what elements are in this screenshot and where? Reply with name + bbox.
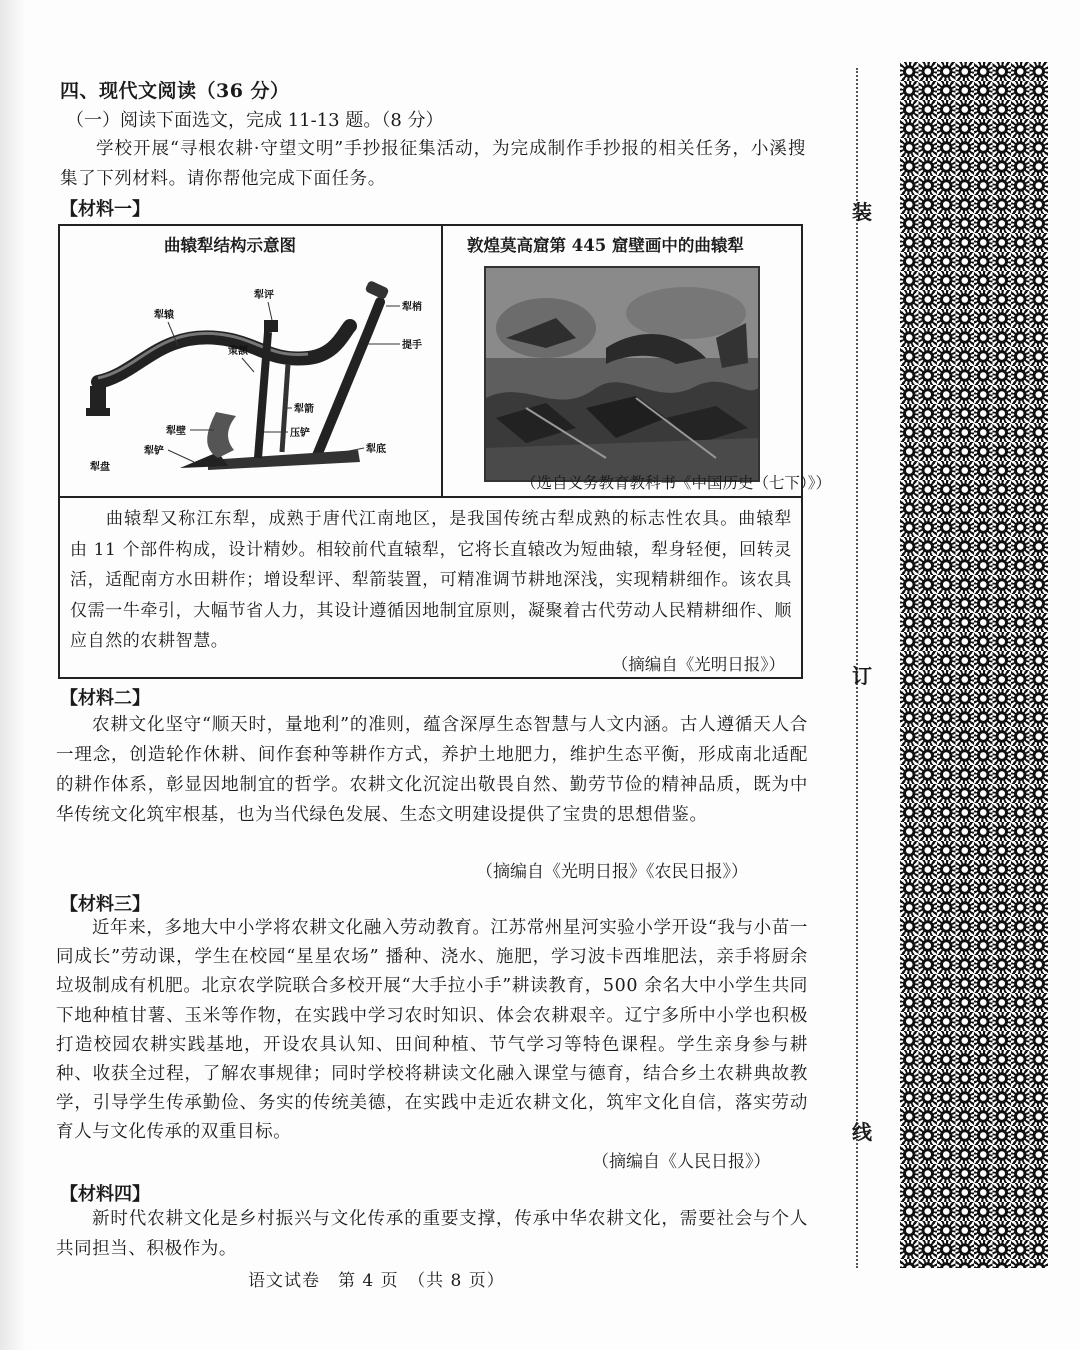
mural-caption: （选自义务教育教科书《中国历史（七下）》） (521, 474, 832, 492)
label-li-pan: 犁盘 (90, 462, 110, 473)
mural-title: 敦煌莫高窟第 445 窟壁画中的曲辕犁 (467, 236, 744, 255)
material1-figure-box (58, 224, 832, 679)
binding-char-zhuang: 装 (852, 200, 872, 224)
mural-panel (443, 226, 832, 496)
material3-text: 近年来，多地大中小学将农耕文化融入劳动教育。江苏常州星河实验小学开设“我与小苗一同成长”劳动课，学生在校园“星星农场” 播种、浇水、施肥，学习波卡西堆肥法，亲手将厨余垃圾制成有机肥。北京农学院联合多校开展“大手拉小手”耕读教育，500 余名大中小学生共同下地种植甘薯、玉米等作物，在实践中学习农时知识、体会农耕艰辛。辽宁多所中小学也积极打造校园农耕实践基地，开设农具认知、田间种植、节气学习等特色课程。学生亲身参与耕种、收获全过程，了解农事规律；同时学校将耕读文化融入课堂与德育，结合乡土农耕典故教学，引导学生传承勤俭、务实的传统美德，在实践中走近农耕文化，筑牢文化自信，落实劳动育人与文化传承的双重目标。 (56, 918, 808, 1143)
question-instruction: （一）阅读下面选文，完成 11-13 题。（8 分） (66, 110, 444, 131)
material2-text: 农耕文化坚守“顺天时，量地利”的准则，蕴含深厚生态智慧与人文内涵。古人遵循天人合一理念，创造轮作休耕、间作套种等耕作方式，养护土地肥力，维护生态平衡，形成南北适配的耕作体系，彰显因地制宜的哲学。农耕文化沉淀出敬畏自然、勤劳节俭的精神品质，既为中华传统文化筑牢根基，也为当代绿色发展、生态文明建设提供了宝贵的思想借鉴。 (56, 715, 808, 825)
label-ya-chan: 压铲 (290, 428, 310, 439)
mural-image (486, 268, 758, 480)
material1-source: （摘编自《光明日报》） (611, 655, 785, 674)
material2-source: （摘编自《光明日报》《农民日报》） (476, 862, 748, 882)
page-footer: 语文试卷 第 4 页 （共 8 页） (248, 1271, 505, 1291)
plow-adjuster (264, 320, 278, 332)
material1-label: 【材料一】 (60, 199, 150, 220)
plow-front-cap (86, 408, 110, 416)
label-ce-e: 策额 (228, 346, 248, 357)
plow-mouldboard (207, 412, 236, 458)
label-li-chan: 犁铲 (144, 446, 164, 457)
intro-paragraph: 学校开展“寻根农耕·守望文明”手抄报征集活动，为完成制作手抄报的相关任务，小溪搜集了下列材料。请你帮他完成下面任务。 (60, 139, 806, 189)
label-li-bi: 犁壁 (166, 426, 186, 437)
mural-photo (484, 266, 760, 482)
material2-label: 【材料二】 (60, 688, 150, 709)
label-li-yuan: 犁辕 (154, 310, 174, 321)
label-li-di: 犁底 (366, 444, 386, 455)
scan-shadow (0, 0, 26, 1350)
label-li-ping: 犁评 (254, 290, 274, 301)
material1-text: 曲辕犁又称江东犁，成熟于唐代江南地区，是我国传统古犁成熟的标志性农具。曲辕犁由 11 个部件构成，设计精妙。相较前代直辕犁，它将长直辕改为短曲辕，犁身轻便，回转灵活，适配南方水田耕作；增设犁评、犁箭装置，可精准调节耕地深浅，实现精耕细作。该农具仅需一牛牵引，大幅节省人力，其设计遵循因地制宜原则，凝聚着古代劳动人民精耕细作、顺应自然的农耕智慧。 (70, 509, 792, 651)
material3-source: （摘编自《人民日报》） (592, 1152, 771, 1172)
section-title: 四、现代文阅读（36 分） (60, 80, 290, 102)
plow-front-disc (90, 386, 106, 410)
material3-label: 【材料三】 (60, 894, 150, 915)
binding-char-ding: 订 (852, 664, 872, 688)
plow-diagram-panel (60, 226, 443, 496)
diagram-title: 曲辕犁结构示意图 (164, 236, 296, 255)
plow-handle-grip (364, 280, 389, 300)
binding-char-xian: 线 (852, 1120, 872, 1144)
material4-text: 新时代农耕文化是乡村振兴与文化传承的重要支撑，传承中华农耕文化，需要社会与个人共同担当、积极作为。 (56, 1209, 808, 1259)
plow-diagram-illustration (68, 262, 438, 490)
label-li-jian: 犁箭 (294, 404, 314, 415)
material4-label: 【材料四】 (60, 1184, 150, 1205)
label-li-shao: 犁梢 (402, 302, 422, 313)
decorative-margin-pattern (900, 62, 1048, 1268)
figure-divider (60, 496, 801, 498)
label-ti-shou: 提手 (402, 340, 422, 351)
